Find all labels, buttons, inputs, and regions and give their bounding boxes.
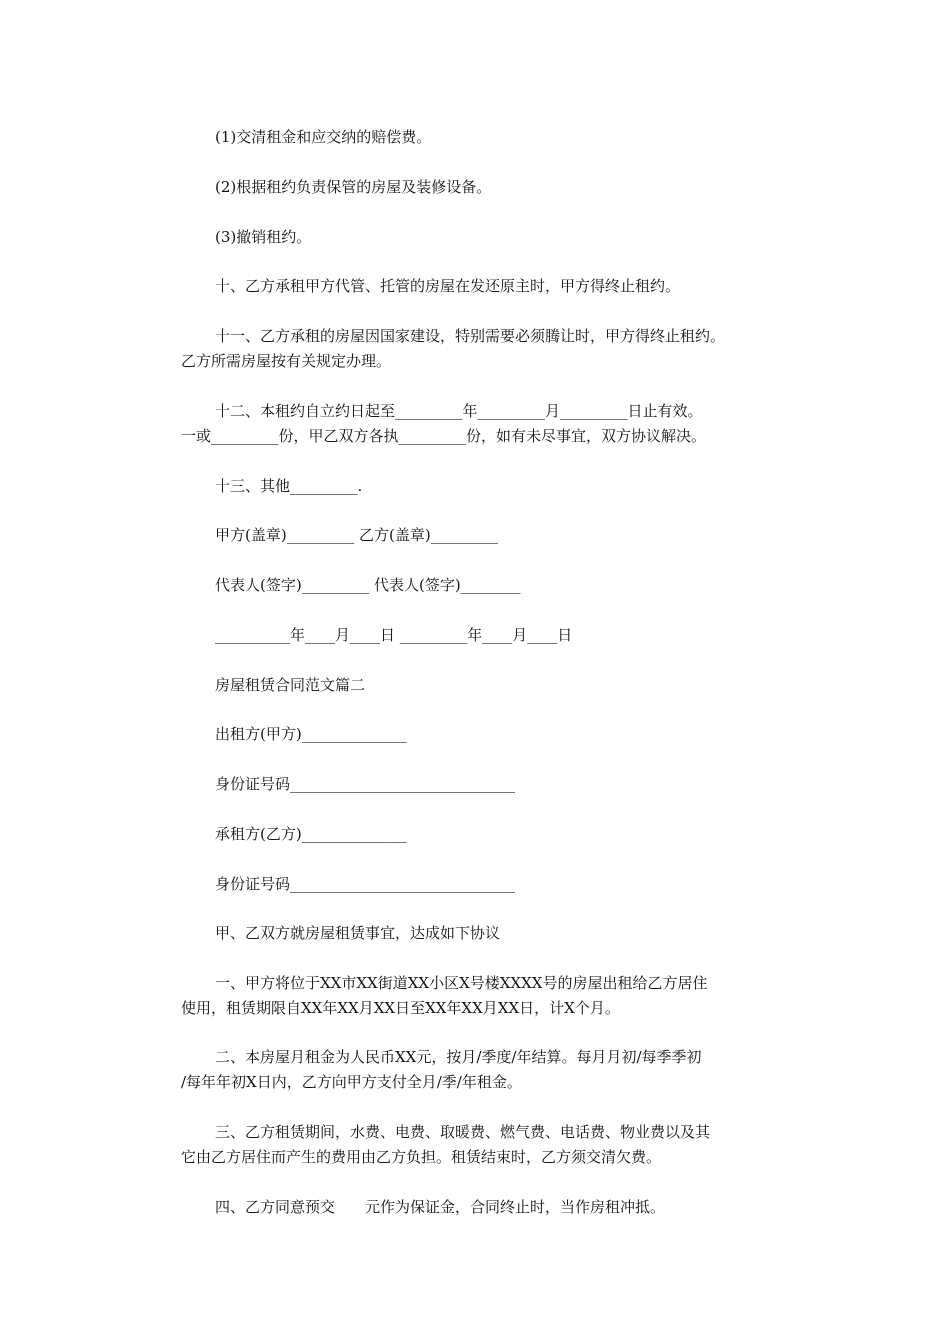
clause-9-item-3: (3)撤销租约。 (215, 228, 312, 246)
clause-9-item-1: (1)交清租金和应交纳的赔偿费。 (215, 128, 432, 146)
lessor-field: 出租方(甲方)______________ (215, 725, 407, 743)
clause-10: 十、乙方承租甲方代管、托管的房屋在发还原主时，甲方得终止租约。 (215, 277, 681, 295)
agreement-intro: 甲、乙双方就房屋租赁事宜，达成如下协议 (215, 924, 501, 942)
article-3-line-2: 它由乙方居住而产生的费用由乙方负担。租赁结束时，乙方须交清欠费。 (181, 1148, 662, 1166)
article-1-line-1: 一、甲方将位于XX市XX街道XX小区X号楼XXXX号的房屋出租给乙方居住 (215, 974, 708, 992)
article-4: 四、乙方同意预交 元作为保证金，合同终止时，当作房租冲抵。 (215, 1198, 666, 1216)
article-2-line-2: /每年年初X日内，乙方向甲方支付全月/季/年租金。 (181, 1073, 522, 1091)
lessor-id-field: 身份证号码______________________________ (215, 775, 516, 793)
article-1-line-2: 使用，租赁期限自XX年XX月XX日至XX年XX月XX日，计X个月。 (181, 999, 620, 1017)
lessee-id-field: 身份证号码______________________________ (215, 875, 516, 893)
lessee-field: 承租方(乙方)______________ (215, 825, 407, 843)
clause-13: 十三、其他_________. (215, 477, 363, 495)
clause-11-line-1: 十一、乙方承租的房屋因国家建设，特别需要必须腾让时，甲方得终止租约。 (215, 327, 726, 345)
article-3-line-1: 三、乙方租赁期间，水费、电费、取暖费、燃气费、电话费、物业费以及其 (215, 1123, 711, 1141)
section-title: 房屋租赁合同范文篇二 (215, 676, 366, 694)
seal-line: 甲方(盖章)_________ 乙方(盖章)_________ (215, 526, 499, 544)
clause-12-line-2: 一或_________份，甲乙双方各执_________份，如有未尽事宜，双方协议解决。 (181, 427, 707, 445)
clause-12-line-1: 十二、本租约自立约日起至_________年_________月_________日止有效。 (215, 402, 703, 420)
date-line: __________年____月____日 _________年____月____日 (215, 626, 573, 644)
signature-line: 代表人(签字)_________ 代表人(签字)________ (215, 576, 521, 594)
article-2-line-1: 二、本房屋月租金为人民币XX元，按月/季度/年结算。每月月初/每季季初 (215, 1048, 702, 1066)
clause-11-line-2: 乙方所需房屋按有关规定办理。 (181, 352, 392, 370)
clause-9-item-2: (2)根据租约负责保管的房屋及装修设备。 (215, 178, 492, 196)
